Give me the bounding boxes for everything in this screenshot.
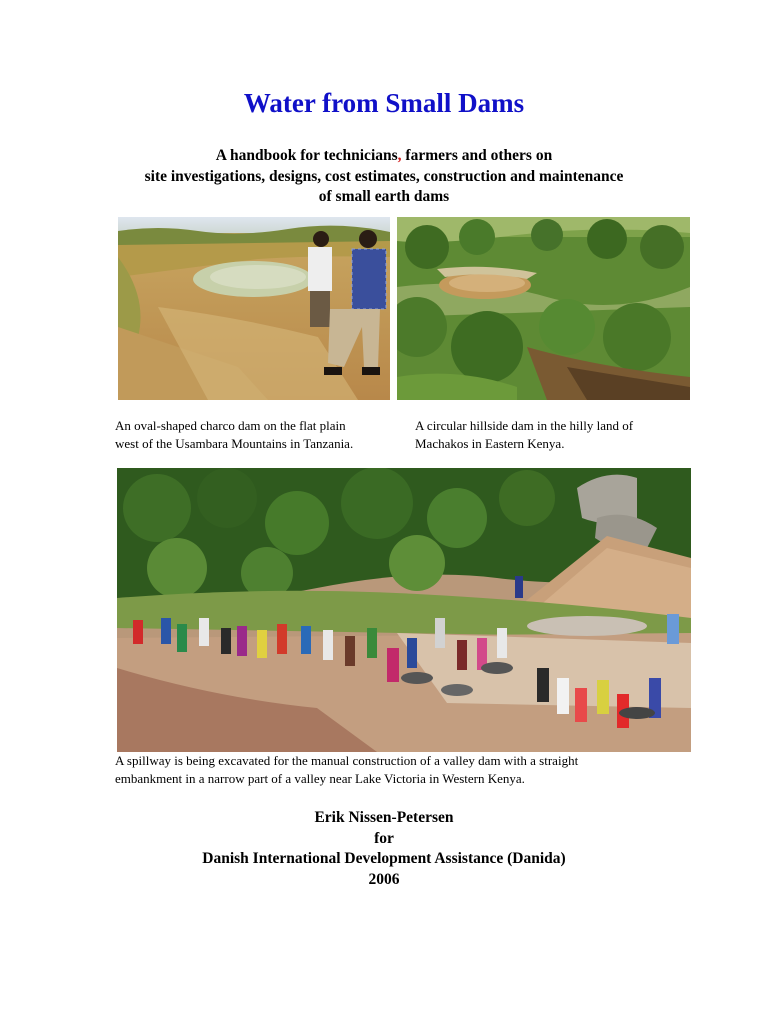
document-subtitle: [60, 146, 708, 208]
spillway-excavation-photo: [117, 468, 691, 752]
hillside-dam-photo: [397, 217, 690, 400]
author-name: Erik Nissen-Petersen: [314, 809, 454, 826]
document-title: Water from Small Dams: [243, 88, 525, 118]
spillway-caption: A spillway is being excavated for the manual construction of a valley dam with a straight embankment in a narrow part of a valley near Lake Victoria in Western Kenya.: [115, 753, 579, 786]
charco-dam-photo: [118, 217, 390, 400]
publication-year: 2006: [368, 870, 400, 888]
red-comma: ,: [397, 147, 402, 164]
subtitle-line-3: of small earth dams: [318, 188, 450, 205]
credits-block: [0, 808, 768, 890]
for-label: for: [374, 829, 394, 847]
organization-name: Danish International Development Assistance (Danida): [202, 850, 566, 867]
hillside-dam-caption: A circular hillside dam in the hilly land of Machakos in Eastern Kenya.: [415, 418, 634, 451]
charco-dam-caption: An oval-shaped charco dam on the flat plain west of the Usambara Mountains in Tanzania.: [115, 418, 354, 451]
subtitle-line-1: A handbook for technicians, farmers and others on: [215, 147, 553, 164]
subtitle-line-2: site investigations, designs, cost estimates, construction and maintenance: [144, 167, 624, 185]
